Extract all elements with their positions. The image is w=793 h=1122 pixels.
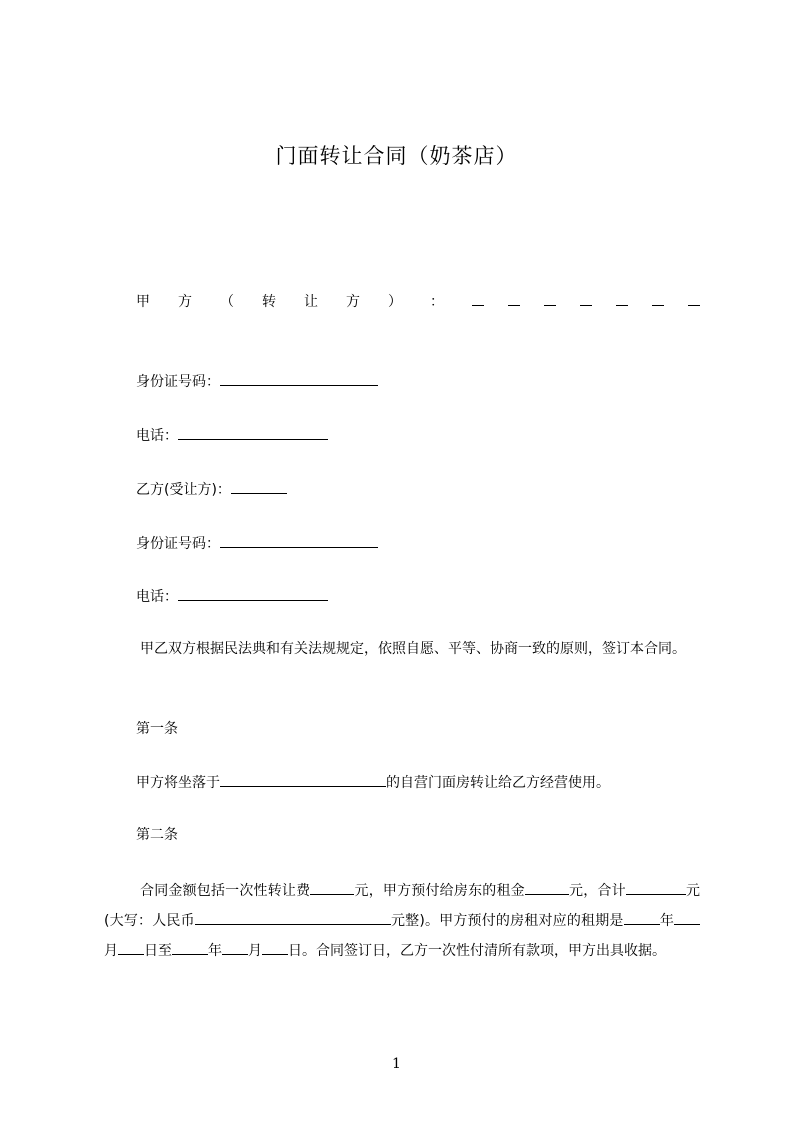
transfer-fee-blank	[310, 880, 354, 895]
party-a-char: 转	[262, 294, 276, 310]
party-b-phone-blank	[178, 586, 328, 601]
start-year-blank	[624, 910, 660, 925]
party-a-id-label: 身份证号码：	[136, 374, 220, 390]
party-b-label: 乙方(受让方)：	[136, 482, 231, 498]
intro-paragraph: 甲乙双方根据民法典和有关法规规定，依照自愿、平等、协商一致的原则，签订本合同。	[140, 641, 686, 657]
end-year-blank	[172, 940, 208, 955]
party-a-name-blank	[472, 295, 700, 306]
party-a-id-blank	[220, 371, 378, 386]
party-a-phone-blank	[178, 425, 328, 440]
party-a-label-line	[136, 291, 700, 311]
page-number: 1	[392, 1056, 401, 1072]
document-title: 门面转让合同（奶茶店）	[275, 144, 518, 168]
party-a-phone-label: 电话：	[136, 428, 178, 444]
party-b-label-line	[136, 479, 287, 500]
party-b-id-blank	[220, 533, 378, 548]
article1-text: 甲方将坐落于 的自营门面房转让给乙方经营使用。	[136, 772, 610, 793]
article1-heading: 第一条	[136, 721, 178, 737]
total-words-blank	[195, 910, 391, 925]
party-a-char: （	[220, 294, 234, 310]
party-a-phone-line	[136, 425, 328, 446]
party-a-char: 让	[304, 294, 318, 310]
rent-blank	[525, 880, 569, 895]
party-a-char: 方	[178, 294, 192, 310]
party-a-char: ）	[388, 294, 402, 310]
article2-paragraph: 合同金额包括一次性转让费 元，甲方预付给房东的租金 元，合计 元(大写：人民币 元整)。甲方预付的房租对应的租期是 年月 日至 年 月 日。合同签订日，乙方一次性付清所有款项，甲方出具收据。	[104, 876, 700, 966]
end-month-blank	[222, 940, 248, 955]
start-month-blank	[674, 910, 700, 925]
party-b-phone-label: 电话：	[136, 589, 178, 605]
total-blank	[626, 880, 686, 895]
location-blank	[220, 772, 386, 787]
party-b-phone-line	[136, 586, 328, 607]
article2-heading: 第二条	[136, 827, 178, 843]
party-a-char: 方	[346, 294, 360, 310]
party-b-id-line	[136, 533, 378, 554]
party-b-id-label: 身份证号码：	[136, 536, 220, 552]
party-b-name-blank	[231, 479, 287, 494]
party-a-char: 甲	[136, 294, 150, 310]
end-day-blank	[262, 940, 288, 955]
start-day-blank	[118, 940, 144, 955]
party-a-id-line	[136, 371, 378, 392]
party-a-char: ：	[430, 294, 444, 310]
